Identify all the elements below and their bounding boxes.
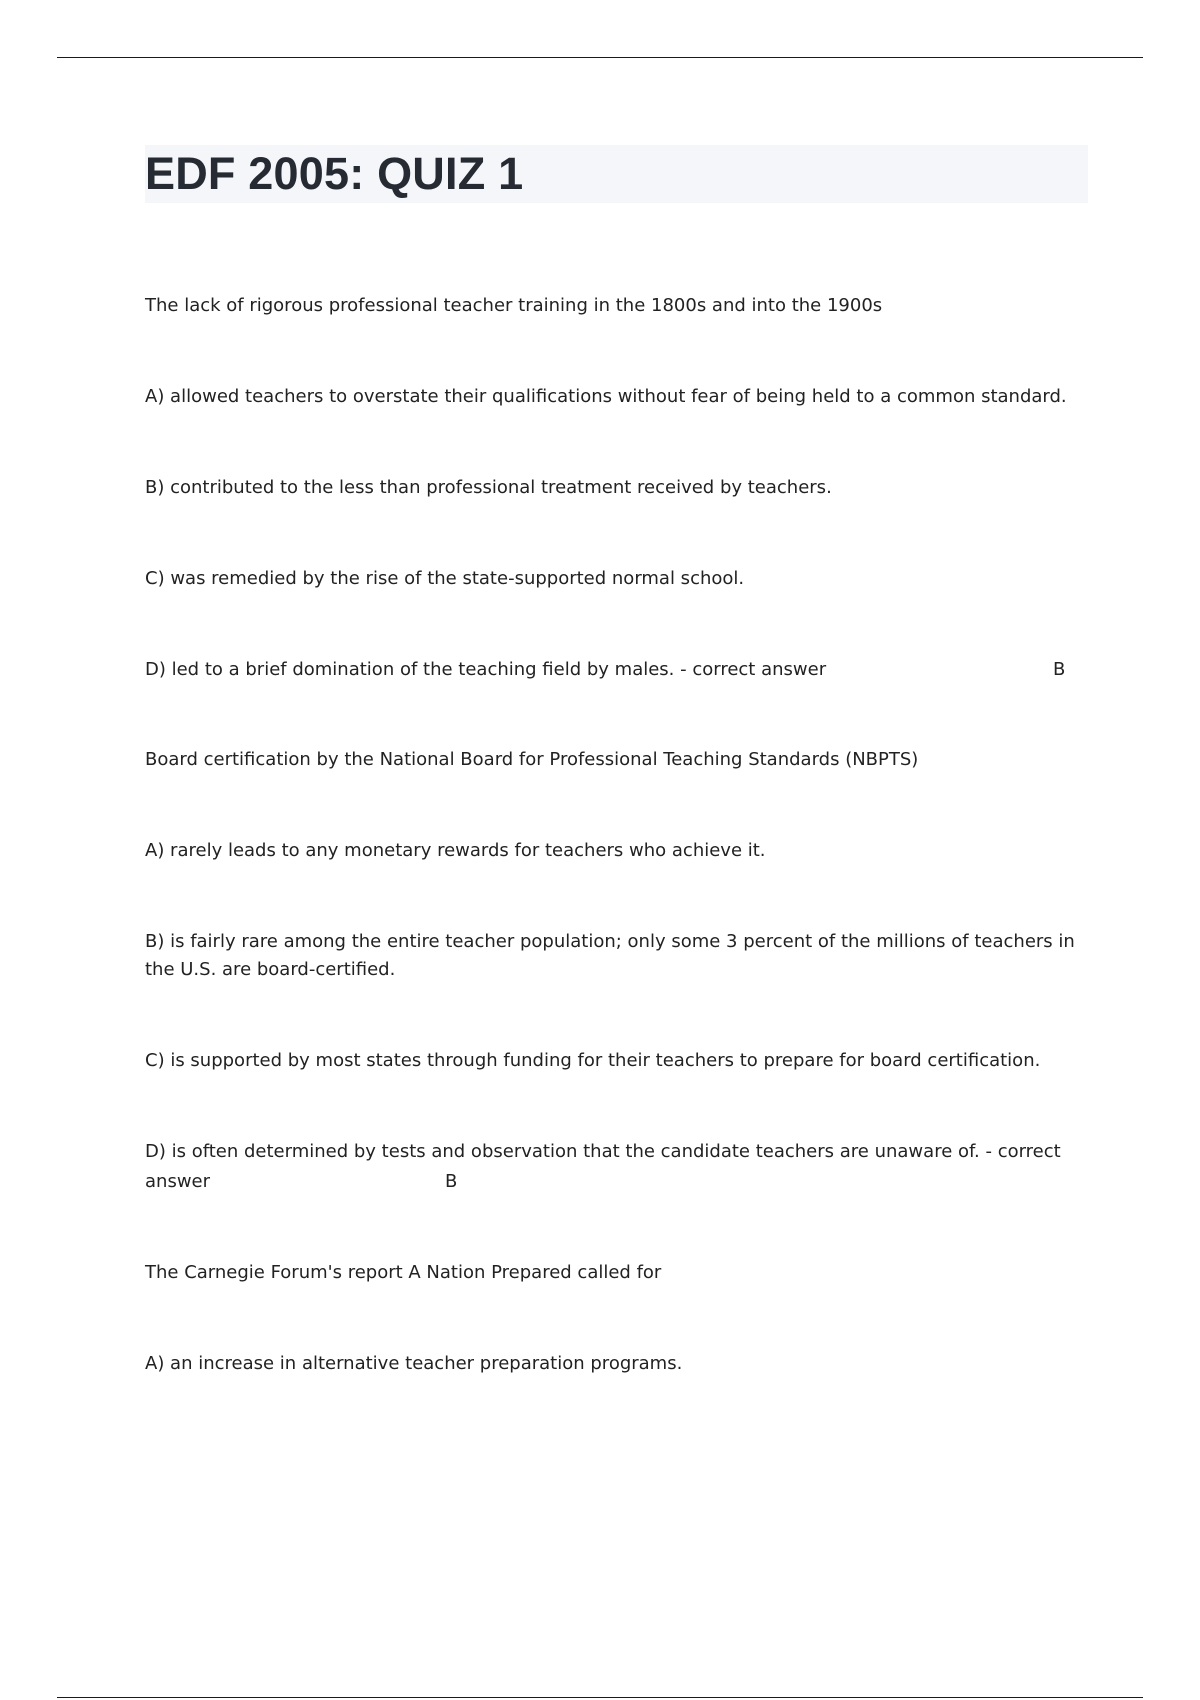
question-1-option-b: B) contributed to the less than professional treatment received by teachers. bbox=[145, 477, 832, 498]
footer-rule bbox=[57, 1697, 1143, 1698]
question-2-option-d-line-2: answer bbox=[145, 1171, 211, 1192]
question-2-stem: Board certification by the National Board for Professional Teaching Standards (NBPTS) bbox=[145, 749, 919, 770]
question-1-option-c: C) was remedied by the rise of the state-supported normal school. bbox=[145, 568, 745, 589]
document-title: EDF 2005: QUIZ 1 bbox=[145, 148, 524, 199]
question-2-option-b-line-1: B) is fairly rare among the entire teacher population; only some 3 percent of the millions of teachers in bbox=[145, 931, 1075, 952]
question-2-option-c: C) is supported by most states through funding for their teachers to prepare for board certification. bbox=[145, 1050, 1041, 1071]
question-2-answer: B bbox=[445, 1171, 458, 1192]
question-1-option-a: A) allowed teachers to overstate their qualifications without fear of being held to a common standard. bbox=[145, 386, 1067, 407]
question-2-option-a: A) rarely leads to any monetary rewards for teachers who achieve it. bbox=[145, 840, 766, 861]
question-1-answer: B bbox=[1053, 659, 1066, 680]
question-2-option-d-line-1: D) is often determined by tests and observation that the candidate teachers are unaware of. - correct bbox=[145, 1141, 1061, 1162]
question-1-option-d: D) led to a brief domination of the teaching field by males. - correct answer bbox=[145, 659, 827, 680]
question-3-stem: The Carnegie Forum's report A Nation Prepared called for bbox=[145, 1262, 662, 1283]
question-3-option-a: A) an increase in alternative teacher preparation programs. bbox=[145, 1353, 683, 1374]
header-rule bbox=[57, 57, 1143, 58]
question-2-option-b-line-2: the U.S. are board-certified. bbox=[145, 959, 396, 980]
question-1-stem: The lack of rigorous professional teacher training in the 1800s and into the 1900s bbox=[145, 295, 883, 316]
